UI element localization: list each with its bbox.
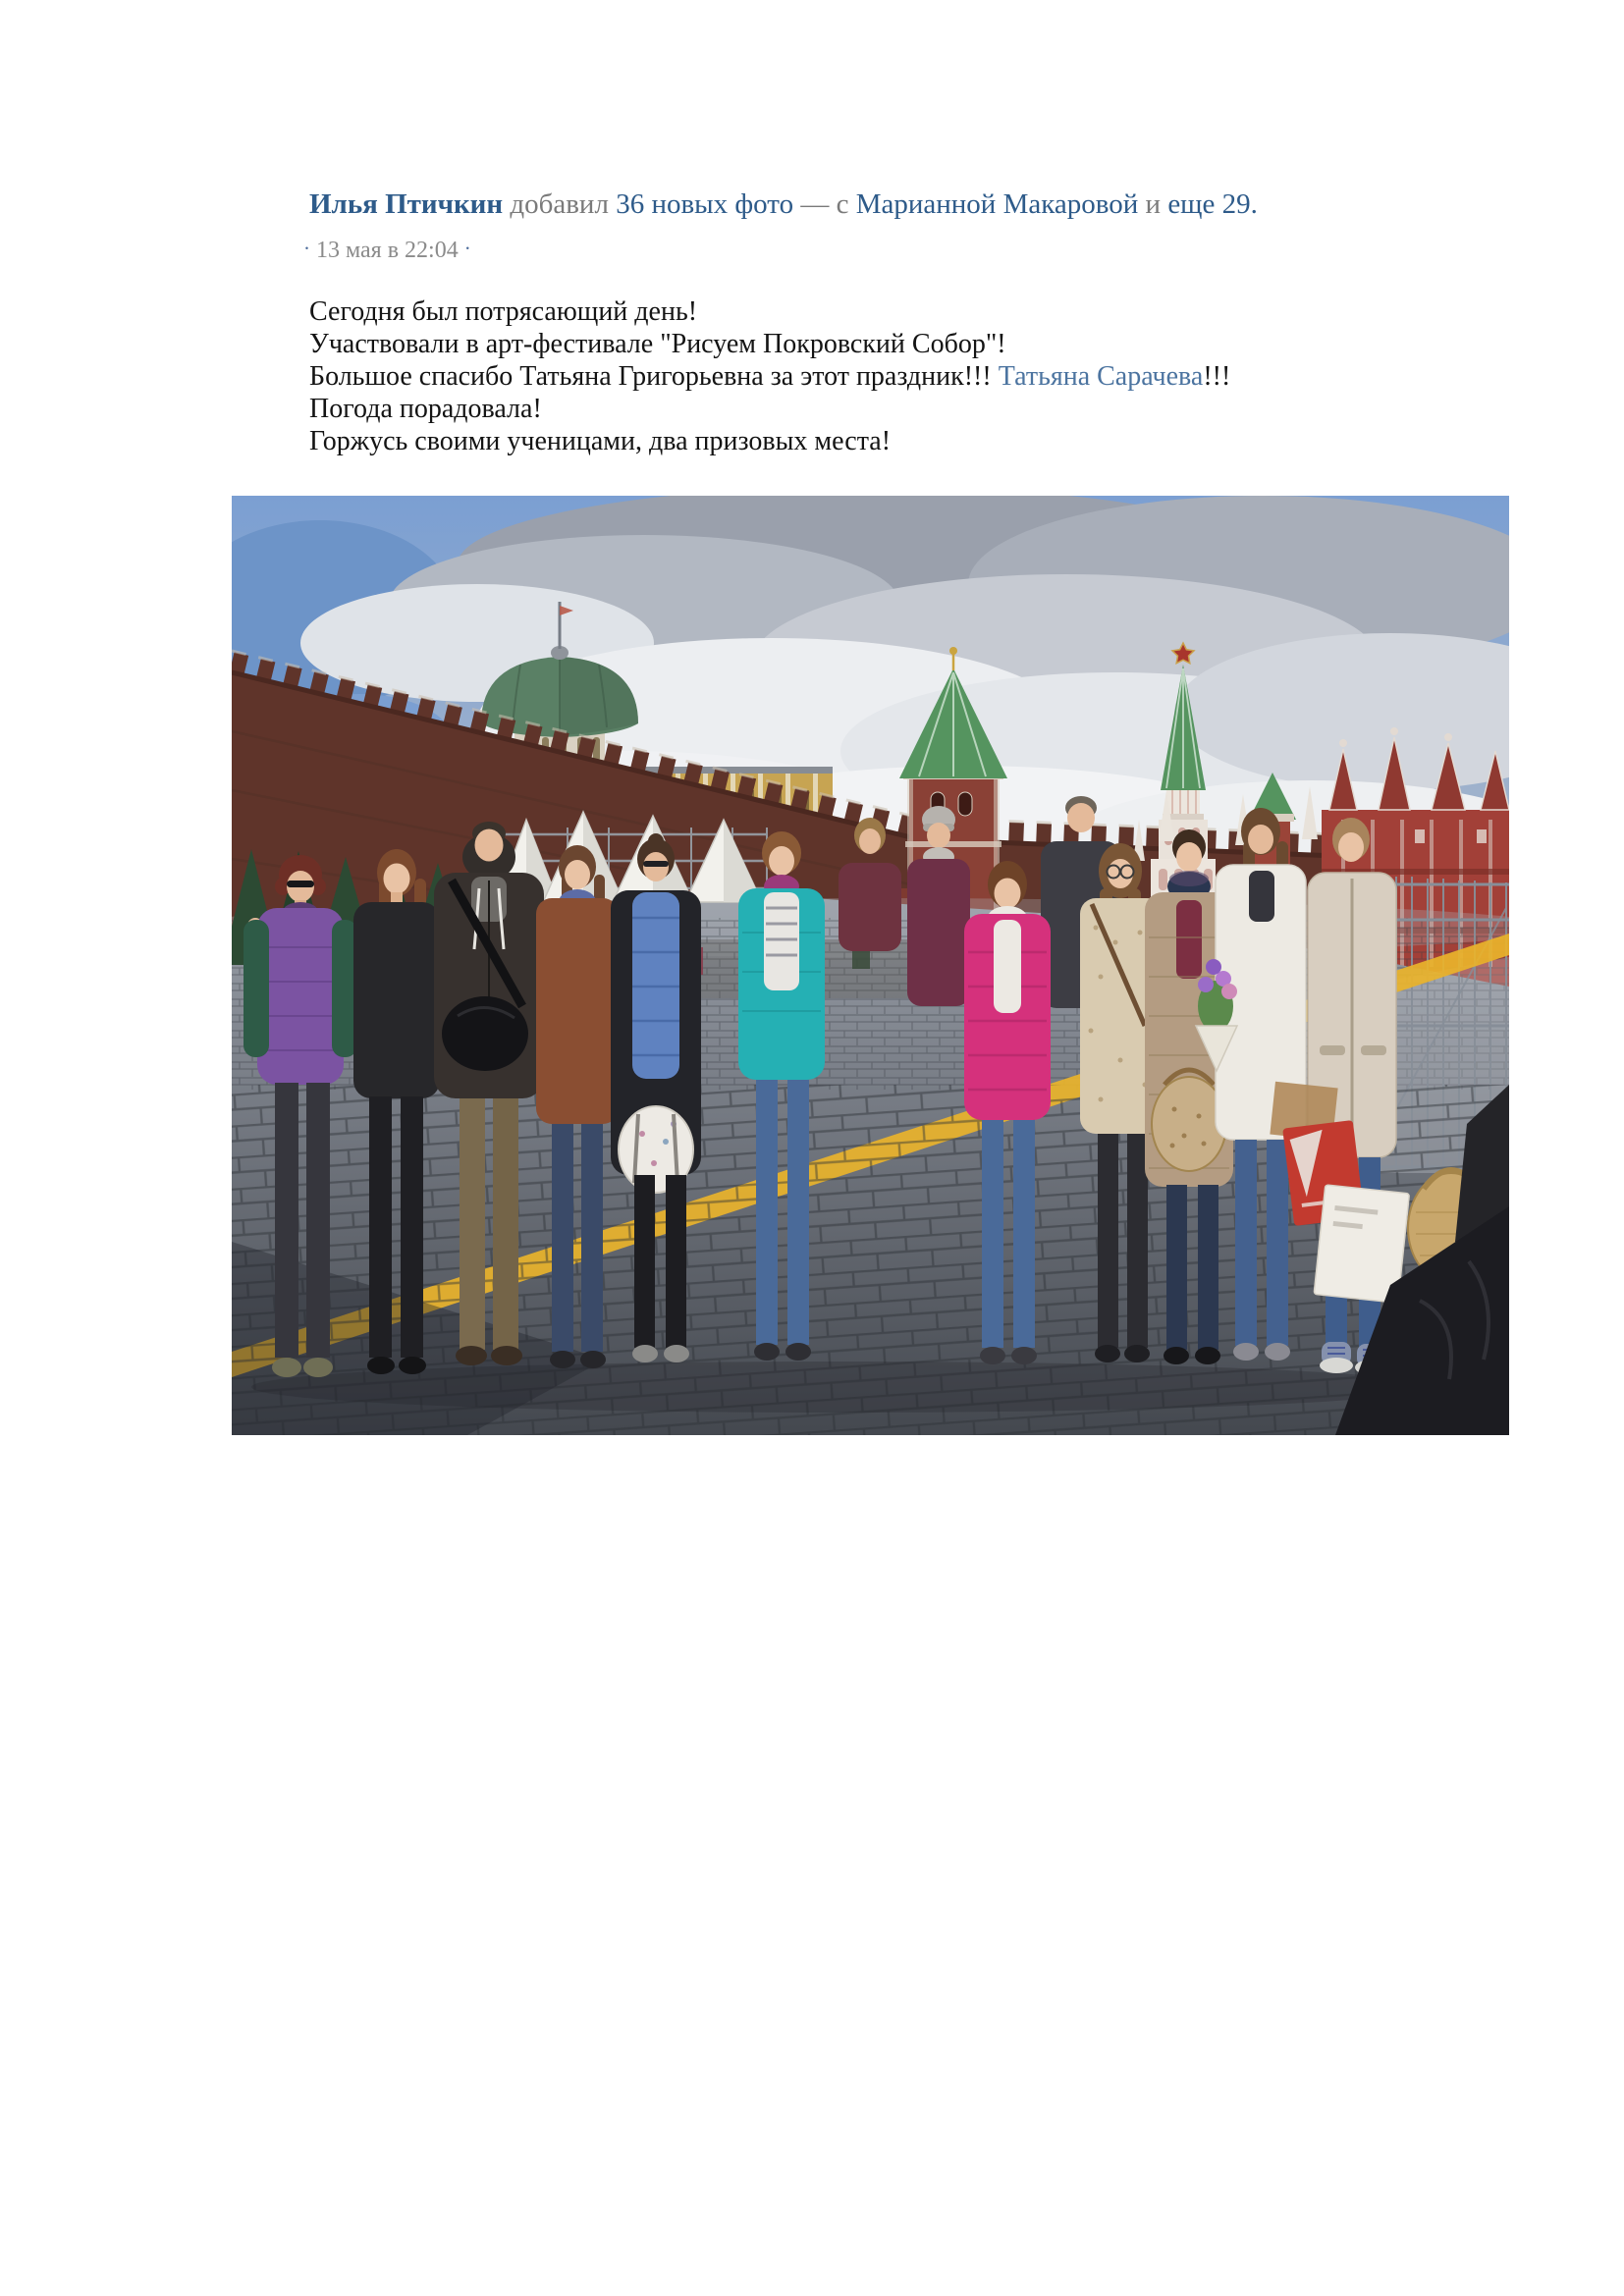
with-word: с [836,188,849,220]
post-message [309,295,1230,457]
message-line-5: Горжусь своими ученицами, два призовых места! [309,426,892,456]
message-line-3-tail: !!! [1203,361,1231,392]
message-line-2: Участвовали в арт-фестивале "Рисуем Покровский Собор"! [309,329,1006,359]
date-text[interactable]: 13 мая в 22:04 [316,238,459,263]
date-dot-right: · [463,237,471,260]
action-text: добавил [510,188,609,220]
sunglasses [287,881,314,887]
sunglasses [643,861,669,867]
tagged-friend-link[interactable]: Марианной Макаровой [855,188,1139,220]
post-header [309,188,1258,221]
date-dot-left: · [303,237,310,260]
and-word: и [1145,188,1162,220]
message-line-1: Сегодня был потрясающий день! [309,296,698,327]
trailing-period: . [1250,188,1258,220]
mention-link[interactable]: Татьяна Сарачева [998,361,1204,392]
message-line-3-text: Большое спасибо Татьяна Григорьевна за этот праздник!!! [309,361,992,392]
more-friends-link[interactable]: еще 29 [1167,188,1251,220]
post-photo[interactable] [232,496,1509,1435]
message-line-4: Погода порадовала! [309,394,542,424]
message-line-3 [309,360,1230,393]
photos-count-link[interactable]: 36 новых фото [616,188,794,220]
group-shadow [251,1362,1430,1413]
separator-dash: — [800,188,830,220]
post-date [303,237,471,264]
author-link[interactable]: Илья Птичкин [309,188,504,220]
